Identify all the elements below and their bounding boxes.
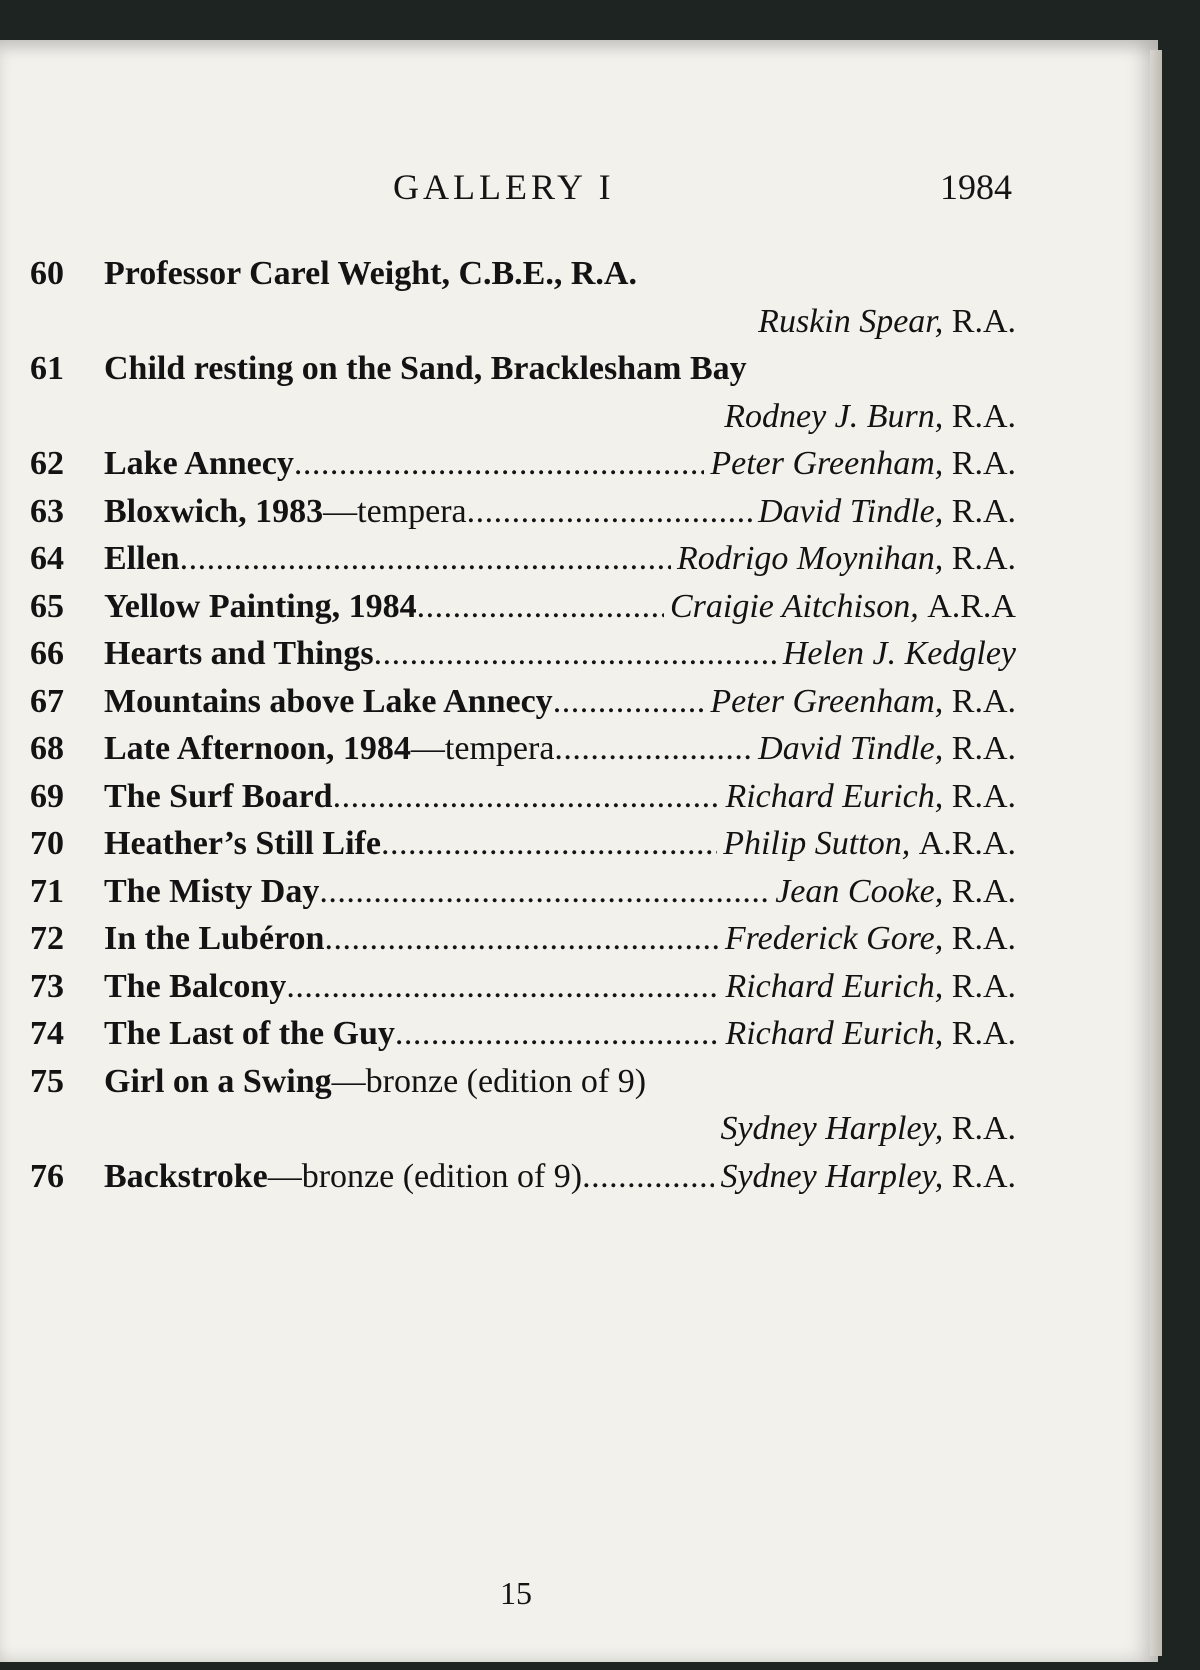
- entry-honour: R.A.: [951, 1157, 1016, 1195]
- page-header: [0, 130, 1158, 207]
- entry-title: Late Afternoon, 1984: [104, 730, 411, 767]
- entry-honour: R.A.: [951, 967, 1016, 1005]
- entry-line: [104, 683, 1016, 721]
- entry-artist: Sydney Harpley,: [720, 1157, 944, 1195]
- entry-artist: Philip Sutton,: [723, 825, 911, 862]
- entry-honour: R.A.: [951, 540, 1016, 577]
- entry-number: 70: [30, 825, 64, 862]
- leader-dots: [395, 1015, 720, 1053]
- entry-artist: Frederick Gore,: [724, 920, 944, 957]
- entry-number: 66: [30, 635, 64, 672]
- entry-line: [104, 1158, 1016, 1196]
- entry-honour: R.A.: [951, 777, 1016, 815]
- entry-number: 60: [30, 255, 64, 292]
- leader-dots: [554, 730, 752, 768]
- entry-artist: Richard Eurich,: [725, 1015, 944, 1052]
- entry-artist: Rodrigo Moynihan,: [676, 540, 944, 577]
- leader-dots: [333, 778, 720, 816]
- entry-line: [104, 445, 1016, 483]
- leader-dots: [374, 635, 777, 673]
- catalogue-year: 1984: [940, 167, 1012, 207]
- entry-line: [104, 350, 1138, 388]
- entry-line: [104, 1063, 1138, 1101]
- entry-title: In the Lubéron: [104, 920, 325, 957]
- entry-line: [104, 825, 1016, 863]
- entry-title: Heather’s Still Life: [104, 825, 381, 862]
- entry-artist: Peter Greenham,: [710, 445, 944, 482]
- entry-title: The Surf Board: [104, 777, 333, 815]
- entry-honour: R.A.: [951, 730, 1016, 767]
- entry-title: Mountains above Lake Annecy: [104, 682, 553, 720]
- entry-title: Yellow Painting, 1984: [104, 587, 417, 625]
- entry-artist-line: [720, 1110, 1016, 1148]
- page-edge: [1150, 50, 1162, 1656]
- entry-number: 61: [30, 350, 64, 387]
- entry-artist: David Tindle,: [758, 730, 944, 767]
- gallery-title: GALLERY I: [393, 167, 615, 207]
- leader-dots: [417, 588, 664, 626]
- entry-number: 75: [30, 1062, 64, 1100]
- entry-line: [104, 255, 1138, 293]
- entry-artist: Peter Greenham,: [710, 682, 944, 720]
- entry-honour: R.A.: [951, 445, 1016, 482]
- entry-honour: R.A.: [951, 302, 1016, 340]
- entry-line: [104, 540, 1016, 578]
- leader-dots: [286, 968, 719, 1006]
- entry-artist: Rodney J. Burn,: [724, 397, 944, 435]
- entry-honour: R.A.: [951, 1110, 1016, 1147]
- entry-title: The Misty Day: [104, 872, 320, 910]
- leader-dots: [467, 493, 753, 531]
- entry-artist: Craigie Aitchison,: [669, 587, 919, 625]
- entry-title: The Last of the Guy: [104, 1015, 395, 1052]
- entry-number: 63: [30, 492, 64, 530]
- entry-honour: R.A.: [951, 872, 1016, 910]
- leader-dots: [180, 540, 671, 578]
- entry-medium: —bronze (edition of 9): [267, 1157, 583, 1195]
- page-number: 15: [500, 1575, 532, 1611]
- entry-number: 67: [30, 682, 64, 720]
- entry-number: 71: [30, 872, 64, 910]
- entry-title: Bloxwich, 1983: [104, 492, 324, 530]
- entry-medium: —tempera: [410, 730, 555, 767]
- entry-artist: Richard Eurich,: [725, 777, 944, 815]
- leader-dots: [319, 873, 769, 911]
- leader-dots: [294, 445, 705, 483]
- entry-title: The Balcony: [104, 967, 287, 1005]
- entry-medium: —bronze (edition of 9): [331, 1062, 647, 1100]
- entry-artist-line: [758, 303, 1016, 341]
- entry-artist: Ruskin Spear,: [758, 302, 944, 340]
- entry-honour: R.A.: [951, 397, 1016, 435]
- entry-medium: —tempera: [323, 492, 467, 530]
- entry-artist: Helen J. Kedgley: [782, 635, 1016, 672]
- entry-title: Lake Annecy: [104, 445, 294, 482]
- leader-dots: [582, 1158, 714, 1196]
- catalogue-page: [0, 40, 1158, 1662]
- entry-line: [104, 968, 1016, 1006]
- entry-honour: A.R.A.: [918, 825, 1016, 862]
- entry-artist: Jean Cooke,: [775, 872, 944, 910]
- entry-number: 76: [30, 1157, 64, 1195]
- entry-number: 73: [30, 967, 64, 1005]
- entry-number: 64: [30, 540, 64, 577]
- entry-number: 69: [30, 777, 64, 815]
- entry-honour: R.A.: [951, 492, 1016, 530]
- entry-artist: Sydney Harpley,: [720, 1110, 944, 1147]
- entry-artist: David Tindle,: [758, 492, 944, 530]
- entry-line: [104, 920, 1016, 958]
- entry-number: 74: [30, 1015, 64, 1052]
- entry-honour: R.A.: [951, 682, 1016, 720]
- entry-number: 68: [30, 730, 64, 767]
- entry-number: 65: [30, 587, 64, 625]
- entry-line: [104, 493, 1016, 531]
- entry-line: [104, 1015, 1016, 1053]
- entry-honour: A.R.A: [927, 587, 1016, 625]
- leader-dots: [381, 825, 717, 863]
- entry-title: Hearts and Things: [104, 635, 374, 672]
- leader-dots: [324, 920, 718, 958]
- entry-number: 62: [30, 445, 64, 482]
- entry-line: [104, 778, 1016, 816]
- entry-title: Professor Carel Weight, C.B.E., R.A.: [104, 255, 637, 292]
- entry-line: [104, 873, 1016, 911]
- entry-line: [104, 588, 1016, 626]
- leader-dots: [553, 683, 705, 721]
- entry-artist: Richard Eurich,: [725, 967, 944, 1005]
- entry-line: [104, 635, 1016, 673]
- entry-artist-line: [724, 398, 1016, 436]
- entry-title: Child resting on the Sand, Bracklesham Bay: [104, 350, 747, 387]
- entry-honour: R.A.: [951, 920, 1016, 957]
- entry-title: Girl on a Swing: [104, 1062, 332, 1100]
- entry-line: [104, 730, 1016, 768]
- entry-number: 72: [30, 920, 64, 957]
- entry-title: Backstroke: [104, 1157, 268, 1195]
- entry-title: Ellen: [104, 540, 180, 577]
- entry-honour: R.A.: [951, 1015, 1016, 1052]
